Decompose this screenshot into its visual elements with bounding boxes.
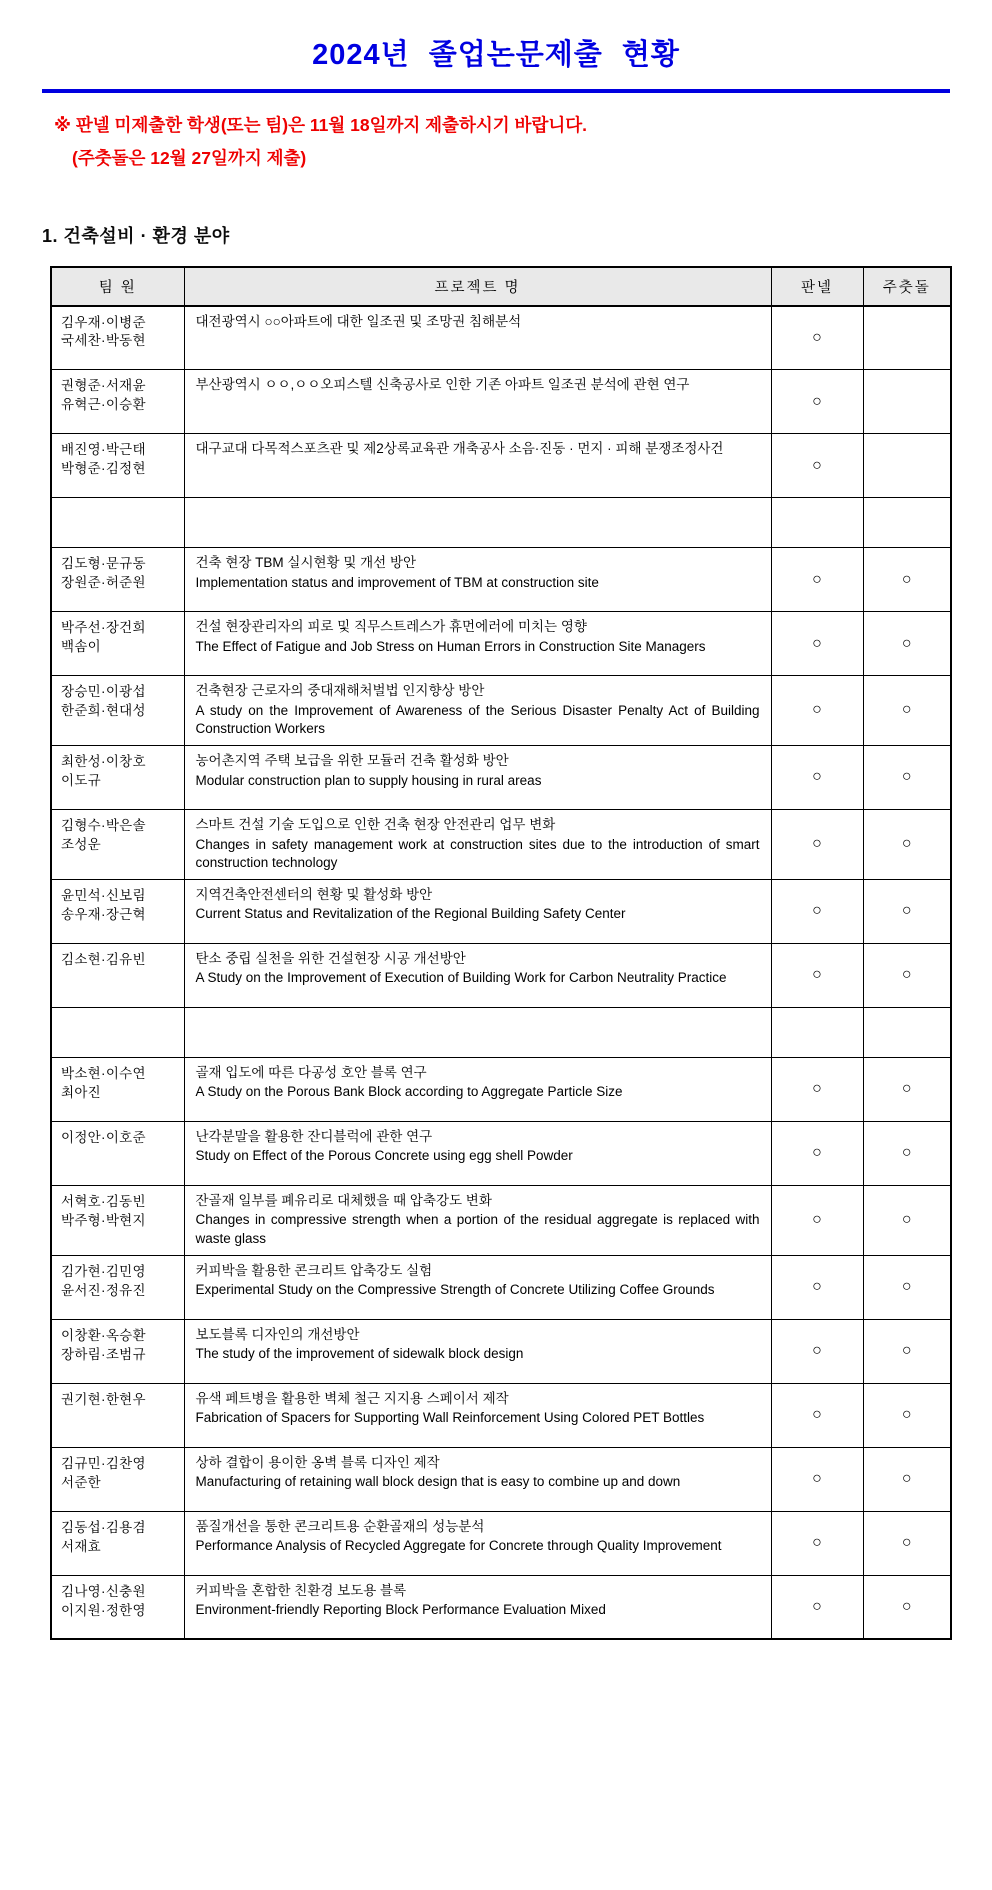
panel-submitted-mark: ○ xyxy=(812,456,822,474)
team-cell xyxy=(51,1121,184,1185)
project-cell xyxy=(184,1255,771,1319)
team-cell xyxy=(51,943,184,1007)
project-title-english: A study on the Improvement of Awareness of the Serious Disaster Penalty Act of Building Construction Workers xyxy=(195,702,760,737)
thesis-status-table xyxy=(50,266,952,1641)
team-names-line: 최한성·이창호 xyxy=(61,753,146,769)
project-title-english: Modular construction plan to supply housing in rural areas xyxy=(195,772,542,788)
team-cell xyxy=(51,809,184,879)
cornerstone-status-cell xyxy=(863,1383,951,1447)
team-cell xyxy=(51,745,184,809)
team-cell xyxy=(51,306,184,370)
table-row xyxy=(51,1057,951,1121)
cornerstone-submitted-mark: ○ xyxy=(901,634,912,652)
project-title-korean: 탄소 중립 실천을 위한 건설현장 시공 개선방안 xyxy=(195,950,466,966)
team-names-line: 조성운 xyxy=(61,836,102,852)
panel-status-cell xyxy=(771,676,863,746)
team-names-line: 최아진 xyxy=(61,1084,102,1100)
project-cell xyxy=(184,879,771,943)
title-divider-rule xyxy=(42,89,950,93)
team-names-line: 김우재·이병준 xyxy=(61,314,146,330)
cornerstone-submitted-mark: ○ xyxy=(901,1470,912,1488)
project-title-english: Changes in compressive strength when a portion of the residual aggregate is replaced with waste glass xyxy=(195,1212,760,1246)
cornerstone-status-cell xyxy=(863,1121,951,1185)
project-title-korean: 건축 현장 TBM 실시현황 및 개선 방안 xyxy=(195,555,417,570)
cornerstone-submitted-mark: ○ xyxy=(901,966,912,984)
cornerstone-status-cell xyxy=(863,498,951,548)
cornerstone-status-cell xyxy=(863,1511,951,1575)
table-row xyxy=(51,1511,951,1575)
team-names-line: 김가현·김민영 xyxy=(61,1263,146,1279)
table-row xyxy=(51,745,951,809)
team-names-line: 국세찬·박동현 xyxy=(61,333,146,349)
table-row xyxy=(51,943,951,1007)
cornerstone-submitted-mark: ○ xyxy=(901,701,912,719)
team-names-line: 송우재·장근혁 xyxy=(61,906,146,922)
project-title-korean: 유색 페트병을 활용한 벽체 철근 지지용 스페이서 제작 xyxy=(195,1390,509,1406)
cornerstone-status-cell xyxy=(863,1057,951,1121)
panel-status-cell xyxy=(771,1057,863,1121)
team-names-line: 이도규 xyxy=(61,772,102,788)
team-names-line: 한준희·현대성 xyxy=(61,702,146,718)
panel-submitted-mark: ○ xyxy=(812,1406,822,1424)
panel-status-cell xyxy=(771,434,863,498)
cornerstone-submitted-mark: ○ xyxy=(901,1534,912,1552)
project-cell xyxy=(184,1121,771,1185)
team-cell xyxy=(51,1383,184,1447)
panel-status-cell xyxy=(771,1319,863,1383)
cornerstone-submitted-mark: ○ xyxy=(901,1278,912,1296)
team-cell xyxy=(51,548,184,612)
panel-submitted-mark: ○ xyxy=(812,902,822,920)
table-row xyxy=(51,1319,951,1383)
team-names-line: 이창환·옥승환 xyxy=(61,1327,146,1343)
project-cell xyxy=(184,676,771,746)
cornerstone-status-cell xyxy=(863,434,951,498)
cornerstone-status-cell xyxy=(863,943,951,1007)
project-title-english: Experimental Study on the Compressive Strength of Concrete Utilizing Coffee Grounds xyxy=(195,1282,715,1298)
cornerstone-submitted-mark: ○ xyxy=(901,902,912,920)
project-title-english: The Effect of Fatigue and Job Stress on Human Errors in Construction Site Managers xyxy=(195,638,706,654)
header-project: 프로젝트 명 xyxy=(184,267,771,306)
panel-status-cell xyxy=(771,306,863,370)
team-names-line: 김형수·박은솔 xyxy=(61,817,146,833)
panel-submitted-mark: ○ xyxy=(812,966,822,984)
project-title-english: Implementation status and improvement of TBM at construction site xyxy=(195,574,599,590)
panel-submitted-mark: ○ xyxy=(812,1080,822,1098)
table-row xyxy=(51,879,951,943)
team-names-line: 백솜이 xyxy=(61,638,102,654)
header-team: 팀 원 xyxy=(51,267,184,306)
panel-submitted-mark: ○ xyxy=(812,1211,822,1229)
table-header xyxy=(51,267,951,306)
cornerstone-status-cell xyxy=(863,809,951,879)
cornerstone-submitted-mark: ○ xyxy=(901,1342,912,1360)
cornerstone-status-cell xyxy=(863,1447,951,1511)
project-title-korean: 스마트 건설 기술 도입으로 인한 건축 현장 안전관리 업무 변화 xyxy=(195,816,556,832)
panel-submitted-mark: ○ xyxy=(812,1597,822,1615)
project-cell xyxy=(184,1575,771,1639)
team-names-line: 윤민석·신보림 xyxy=(61,887,146,903)
project-title-korean: 건축현장 근로자의 중대재해처벌법 인지향상 방안 xyxy=(195,683,485,698)
panel-status-cell xyxy=(771,809,863,879)
team-names-line: 배진영·박근태 xyxy=(61,442,146,457)
cornerstone-status-cell xyxy=(863,879,951,943)
project-cell xyxy=(184,306,771,370)
team-names-line: 김규민·김찬영 xyxy=(61,1455,146,1471)
panel-status-cell xyxy=(771,498,863,548)
panel-submitted-mark: ○ xyxy=(812,328,822,346)
team-cell xyxy=(51,1007,184,1057)
project-title-korean: 보도블록 디자인의 개선방안 xyxy=(195,1326,360,1342)
team-cell xyxy=(51,1255,184,1319)
table-row xyxy=(51,612,951,676)
panel-status-cell xyxy=(771,1255,863,1319)
project-title-korean: 지역건축안전센터의 현황 및 활성화 방안 xyxy=(195,886,433,902)
cornerstone-status-cell xyxy=(863,1007,951,1057)
table-row xyxy=(51,370,951,434)
team-cell xyxy=(51,676,184,746)
panel-submitted-mark: ○ xyxy=(812,1278,822,1296)
project-title-korean: 골재 입도에 따른 다공성 호안 블록 연구 xyxy=(195,1064,427,1080)
project-cell xyxy=(184,745,771,809)
header-panel: 판넬 xyxy=(771,267,863,306)
cornerstone-submitted-mark: ○ xyxy=(901,1406,912,1424)
project-title-english: Environment-friendly Reporting Block Performance Evaluation Mixed xyxy=(195,1602,606,1618)
project-cell xyxy=(184,1447,771,1511)
project-title-english: Study on Effect of the Porous Concrete using egg shell Powder xyxy=(195,1148,573,1164)
team-cell xyxy=(51,498,184,548)
project-title-korean: 상하 결합이 용이한 옹벽 블록 디자인 제작 xyxy=(195,1454,440,1470)
project-cell xyxy=(184,434,771,498)
panel-submitted-mark: ○ xyxy=(812,392,822,410)
team-cell xyxy=(51,612,184,676)
table-row xyxy=(51,1255,951,1319)
cornerstone-submitted-mark: ○ xyxy=(901,1080,912,1098)
panel-status-cell xyxy=(771,370,863,434)
table-row xyxy=(51,1185,951,1255)
team-names-line: 윤서진·정유진 xyxy=(61,1282,146,1298)
cornerstone-status-cell xyxy=(863,1575,951,1639)
team-names-line: 김도형·문규동 xyxy=(61,556,146,571)
team-names-line: 장하림·조범규 xyxy=(61,1346,146,1362)
project-title-korean: 대전광역시 ○○아파트에 대한 일조권 및 조망권 침해분석 xyxy=(195,313,522,329)
panel-status-cell xyxy=(771,1575,863,1639)
cornerstone-status-cell xyxy=(863,1185,951,1255)
panel-submitted-mark: ○ xyxy=(812,701,822,719)
panel-status-cell xyxy=(771,1511,863,1575)
panel-status-cell xyxy=(771,745,863,809)
team-names-line: 이지원·정한영 xyxy=(61,1602,146,1618)
team-cell xyxy=(51,879,184,943)
cornerstone-status-cell xyxy=(863,1255,951,1319)
team-names-line: 박형준·김정현 xyxy=(61,460,146,476)
panel-status-cell xyxy=(771,548,863,612)
project-title-korean: 부산광역시 ㅇㅇ,ㅇㅇ오피스텔 신축공사로 인한 기존 아파트 일조권 분석에 관현 연구 xyxy=(195,377,690,392)
project-title-english: Changes in safety management work at construction sites due to the introduction of smart construction technology xyxy=(195,836,760,871)
project-cell xyxy=(184,1007,771,1057)
cornerstone-status-cell xyxy=(863,370,951,434)
cornerstone-submitted-mark: ○ xyxy=(901,768,912,786)
thesis-table-body xyxy=(51,306,951,1640)
team-names-line: 박주형·박현지 xyxy=(61,1212,146,1228)
project-title-english: A Study on the Improvement of Execution of Building Work for Carbon Neutrality Practice xyxy=(195,970,727,986)
table-row xyxy=(51,1575,951,1639)
project-cell xyxy=(184,1511,771,1575)
project-title-english: Manufacturing of retaining wall block design that is easy to combine up and down xyxy=(195,1474,681,1490)
cornerstone-submitted-mark: ○ xyxy=(901,1211,912,1229)
project-title-korean: 커피박을 혼합한 친환경 보도용 블록 xyxy=(195,1582,407,1598)
project-title-korean: 난각분말을 활용한 잔디블럭에 관한 연구 xyxy=(195,1128,433,1144)
project-title-korean: 잔골재 일부를 폐유리로 대체했을 때 압축강도 변화 xyxy=(195,1192,492,1208)
team-names-line: 김동섭·김용겸 xyxy=(61,1519,146,1535)
notice-line-cornerstone-deadline: (주춧돌은 12월 27일까지 제출) xyxy=(72,148,307,169)
team-cell xyxy=(51,1319,184,1383)
team-names-line: 서준한 xyxy=(61,1474,102,1490)
table-header-row xyxy=(51,267,951,306)
panel-submitted-mark: ○ xyxy=(812,835,822,853)
team-names-line: 권기현·한현우 xyxy=(61,1391,146,1407)
panel-submitted-mark: ○ xyxy=(812,570,822,588)
panel-status-cell xyxy=(771,1007,863,1057)
team-names-line: 권형준·서재윤 xyxy=(61,378,146,393)
panel-submitted-mark: ○ xyxy=(812,634,822,652)
team-names-line: 장원준·허준원 xyxy=(61,574,146,590)
notice-line-panel-deadline: ※ 판넬 미제출한 학생(또는 팀)은 11월 18일까지 제출하시기 바랍니다. xyxy=(54,115,588,135)
section-heading: 1. 건축설비 · 환경 분야 xyxy=(42,225,230,246)
project-title-korean: 커피박을 활용한 콘크리트 압축강도 실험 xyxy=(195,1262,433,1278)
team-names-line: 김소현·김유빈 xyxy=(61,951,146,967)
team-names-line: 장승민·이광섭 xyxy=(61,684,146,699)
team-names-line: 유혁근·이승환 xyxy=(61,396,146,412)
project-cell xyxy=(184,370,771,434)
table-row-empty xyxy=(51,1007,951,1057)
team-names-line: 김나영·신충원 xyxy=(61,1583,146,1599)
project-title-korean: 대구교대 다목적스포츠관 및 제2상록교육관 개축공사 소음·진동 · 먼지 · 피해 분쟁조정사건 xyxy=(195,441,724,456)
team-cell xyxy=(51,1057,184,1121)
table-row xyxy=(51,1383,951,1447)
project-cell xyxy=(184,498,771,548)
page-title: 2024년 졸업논문제출 현황 xyxy=(312,39,680,71)
panel-status-cell xyxy=(771,1383,863,1447)
project-title-english: Current Status and Revitalization of the Regional Building Safety Center xyxy=(195,906,626,922)
team-cell xyxy=(51,370,184,434)
panel-submitted-mark: ○ xyxy=(812,1144,822,1162)
project-cell xyxy=(184,548,771,612)
project-title-korean: 농어촌지역 주택 보급을 위한 모듈러 건축 활성화 방안 xyxy=(195,752,509,768)
panel-status-cell xyxy=(771,879,863,943)
cornerstone-status-cell xyxy=(863,612,951,676)
project-title-korean: 품질개선을 통한 콘크리트용 순환골재의 성능분석 xyxy=(195,1518,485,1534)
submission-notice xyxy=(54,109,950,176)
cornerstone-status-cell xyxy=(863,548,951,612)
team-cell xyxy=(51,1575,184,1639)
team-cell xyxy=(51,434,184,498)
cornerstone-submitted-mark: ○ xyxy=(901,570,912,588)
panel-status-cell xyxy=(771,943,863,1007)
cornerstone-status-cell xyxy=(863,745,951,809)
project-title-english: Fabrication of Spacers for Supporting Wall Reinforcement Using Colored PET Bottles xyxy=(195,1410,705,1426)
cornerstone-status-cell xyxy=(863,676,951,746)
team-cell xyxy=(51,1185,184,1255)
table-row xyxy=(51,1121,951,1185)
table-row-empty xyxy=(51,498,951,548)
team-names-line: 박소현·이수연 xyxy=(61,1065,146,1081)
team-names-line: 이정안·이호준 xyxy=(61,1129,146,1145)
cornerstone-submitted-mark: ○ xyxy=(901,835,912,853)
project-title-korean: 건설 현장관리자의 피로 및 직무스트레스가 휴먼에러에 미치는 영향 xyxy=(195,619,587,634)
project-cell xyxy=(184,809,771,879)
panel-submitted-mark: ○ xyxy=(812,1342,822,1360)
header-cornerstone: 주춧돌 xyxy=(863,267,951,306)
team-cell xyxy=(51,1447,184,1511)
project-cell xyxy=(184,1185,771,1255)
table-row xyxy=(51,434,951,498)
table-row xyxy=(51,548,951,612)
project-title-english: The study of the improvement of sidewalk block design xyxy=(195,1346,524,1362)
project-cell xyxy=(184,943,771,1007)
table-row xyxy=(51,1447,951,1511)
cornerstone-status-cell xyxy=(863,306,951,370)
panel-status-cell xyxy=(771,1185,863,1255)
panel-submitted-mark: ○ xyxy=(812,1470,822,1488)
team-names-line: 서재효 xyxy=(61,1538,102,1554)
project-title-english: A Study on the Porous Bank Block according to Aggregate Particle Size xyxy=(195,1084,623,1100)
project-cell xyxy=(184,1319,771,1383)
panel-status-cell xyxy=(771,612,863,676)
panel-submitted-mark: ○ xyxy=(812,1534,822,1552)
panel-submitted-mark: ○ xyxy=(812,768,822,786)
team-names-line: 박주선·장건희 xyxy=(61,620,146,635)
cornerstone-status-cell xyxy=(863,1319,951,1383)
project-cell xyxy=(184,612,771,676)
project-cell xyxy=(184,1057,771,1121)
team-cell xyxy=(51,1511,184,1575)
panel-status-cell xyxy=(771,1121,863,1185)
table-row xyxy=(51,306,951,370)
project-title-english: Performance Analysis of Recycled Aggregate for Concrete through Quality Improvement xyxy=(195,1538,722,1554)
table-row xyxy=(51,809,951,879)
panel-status-cell xyxy=(771,1447,863,1511)
cornerstone-submitted-mark: ○ xyxy=(901,1144,912,1162)
team-names-line: 서혁호·김동빈 xyxy=(61,1193,146,1209)
table-row xyxy=(51,676,951,746)
cornerstone-submitted-mark: ○ xyxy=(901,1597,912,1615)
project-cell xyxy=(184,1383,771,1447)
